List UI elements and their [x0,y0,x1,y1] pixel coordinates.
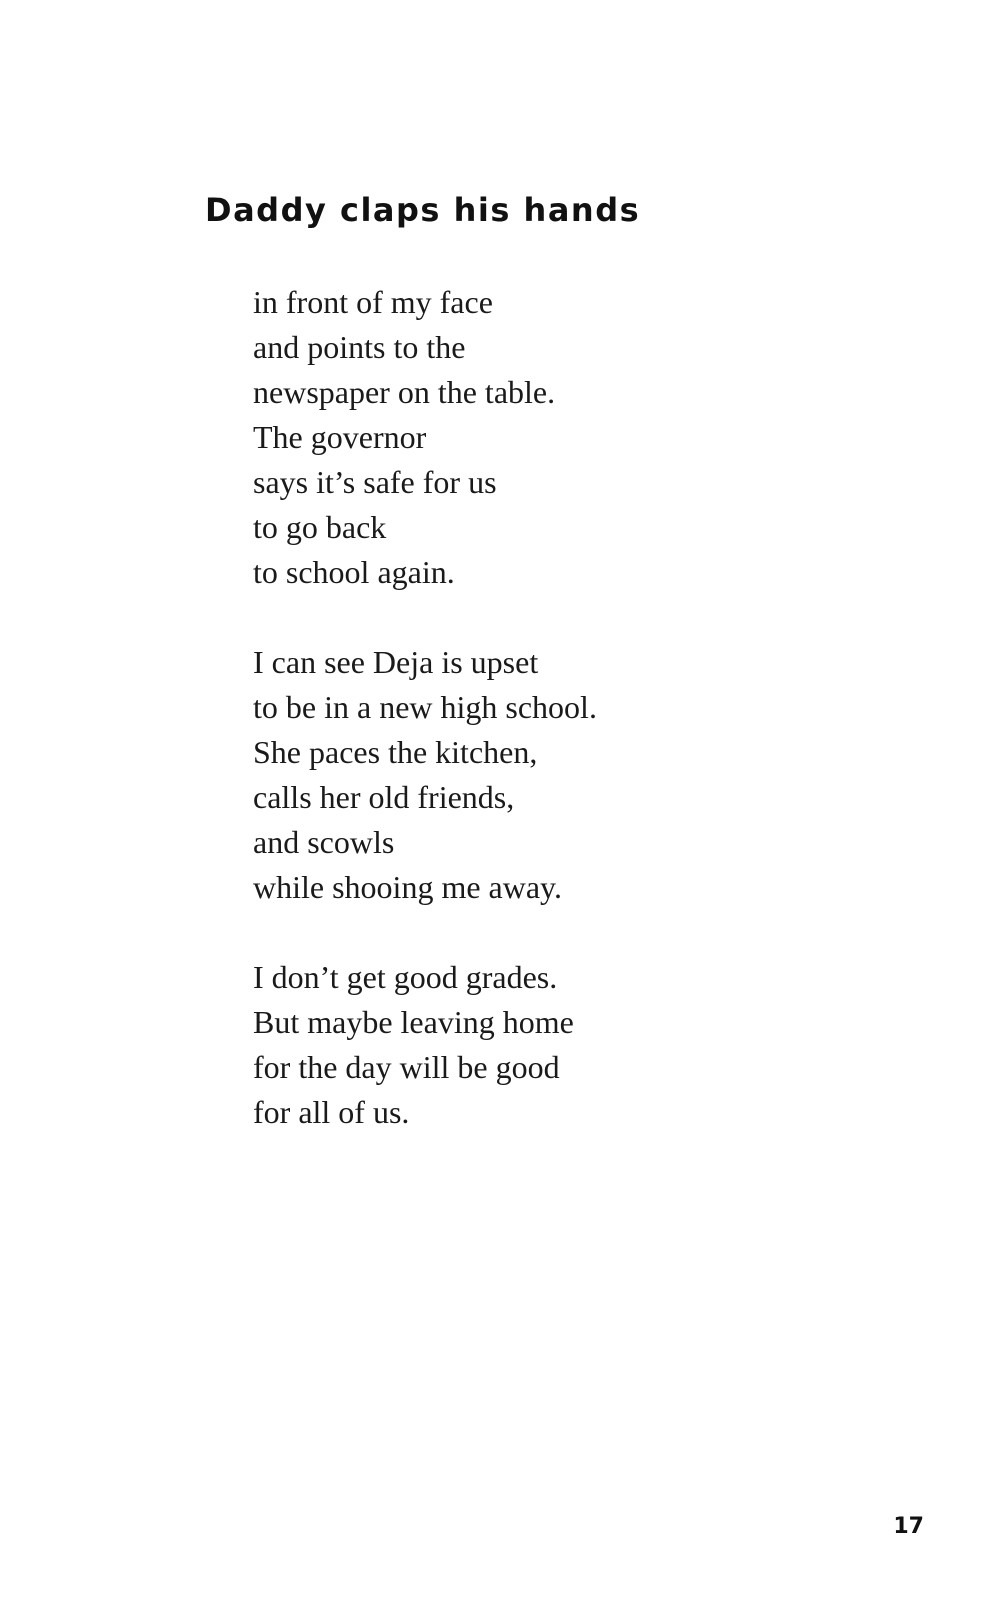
poem-line: to be in a new high school. [253,689,597,725]
poem-line: for the day will be good [253,1049,560,1085]
poem-line: for all of us. [253,1094,410,1130]
poem-line: in front of my face [253,284,493,320]
poem-line: says it’s safe for us [253,464,497,500]
poem-line: and scowls [253,824,395,860]
poem-body [253,280,773,1135]
poem-line: newspaper on the table. [253,374,556,410]
poem-line: calls her old friends, [253,779,515,815]
page-number: 17 [893,1514,924,1539]
poem-line: and points to the [253,329,466,365]
poem-line: while shooing me away. [253,869,562,905]
poem-line: But maybe leaving home [253,1004,574,1040]
stanza-2 [253,640,773,910]
poem-line: to go back [253,509,387,545]
poem-title: Daddy claps his hands [205,191,641,229]
poem-line: I can see Deja is upset [253,644,539,680]
stanza-1 [253,280,773,595]
poem-line: She paces the kitchen, [253,734,538,770]
poem-line: I don’t get good grades. [253,959,558,995]
poem-line: to school again. [253,554,455,590]
poem-line: The governor [253,419,427,455]
stanza-3 [253,955,773,1135]
